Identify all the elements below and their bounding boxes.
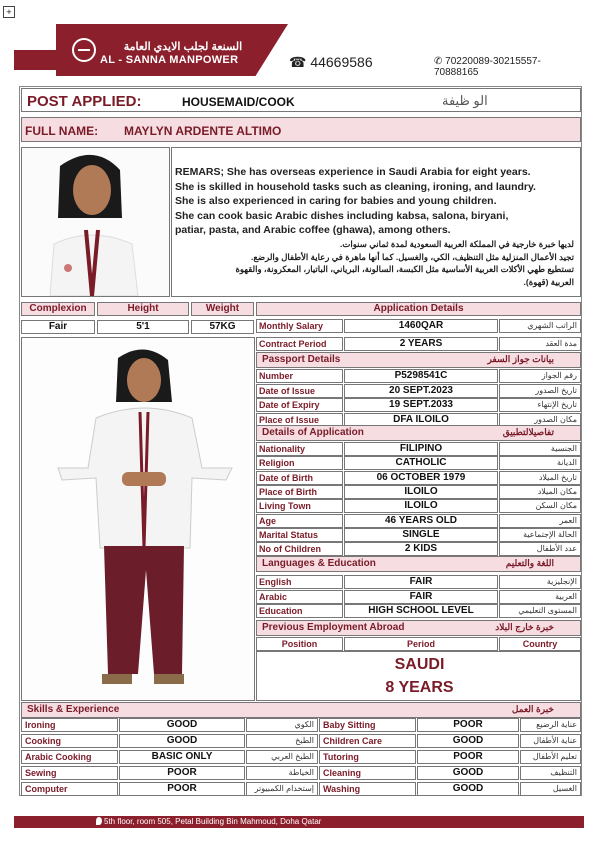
height-header: Height [97,302,189,316]
footer-address: 5th floor, room 505, Petal Building Bin Mahmoud, Doha Qatar [104,817,322,826]
field-label: Number [256,369,343,383]
field-label-arabic: العربية [499,590,581,604]
remarks-line-arabic: العربية (قهوة). [523,276,574,287]
employment-country: SAUDI [394,656,445,673]
skill-label: Computer [21,782,118,796]
field-value: ILOILO [344,485,498,499]
field-value: DFA ILOILO [344,413,498,427]
field-label-arabic: مكان الميلاد [499,485,581,499]
field-label: Age [256,514,343,528]
field-label-arabic: الجنسية [499,442,581,456]
field-label-arabic: مدة العقد [499,337,581,351]
company-name: AL - SANNA MANPOWER [100,54,239,66]
remarks-line: She can cook basic Arabic dishes including kabsa, salona, biryani, [175,209,509,222]
field-label: No of Children [256,542,343,556]
field-value: P5298541C [344,369,498,383]
field-label: Marital Status [256,528,343,542]
full-photo-frame [21,337,255,701]
application-details-header: Application Details [256,302,581,316]
skill-level: GOOD [417,766,519,780]
phone-number: ☎ 44669586 [289,54,373,70]
skill-level: GOOD [119,734,245,748]
field-label-arabic: رقم الجواز [499,369,581,383]
field-value: FAIR [344,575,498,589]
field-value: 46 YEARS OLD [344,514,498,528]
complexion-header: Complexion [21,302,95,316]
field-value: HIGH SCHOOL LEVEL [344,604,498,618]
field-label-arabic: تاريخ الصدور [499,384,581,398]
skill-level: GOOD [119,718,245,732]
skill-label: Children Care [319,734,416,748]
field-value: 2 KIDS [344,542,498,556]
full-name-row [21,117,581,142]
position-header: Position [256,637,343,651]
remarks-arabic [176,238,574,288]
passport-row [256,398,581,412]
field-value: 2 YEARS [344,337,498,351]
field-value: 06 OCTOBER 1979 [344,471,498,485]
field-label: Religion [256,456,343,470]
skill-level: BASIC ONLY [119,750,245,764]
field-label-arabic: تاريخ الإنتهاء [499,398,581,412]
skill-label-arabic: الغسيل [520,782,581,796]
language-row [256,604,581,618]
move-handle-icon[interactable]: + [3,6,15,18]
post-label: POST APPLIED: [27,93,142,110]
skill-label: Sewing [21,766,118,780]
language-row [256,575,581,589]
skill-label-arabic: الطبخ [246,734,318,748]
skill-label: Arabic Cooking [21,750,118,764]
skill-label: Ironing [21,718,118,732]
field-label-arabic: العمر [499,514,581,528]
field-value: FAIR [344,590,498,604]
field-value: 19 SEPT.2033 [344,398,498,412]
details-row [256,499,581,513]
details-row [256,514,581,528]
field-value: ILOILO [344,499,498,513]
field-label: Monthly Salary [256,319,343,333]
details-section-header: Details of Application تفاصيلالتطبيق [256,425,581,441]
skill-label: Baby Sitting [319,718,416,732]
field-label-arabic: المستوى التعليمي [499,604,581,618]
employment-header-row [256,637,581,651]
passport-row [256,384,581,398]
skill-row [21,734,581,748]
field-label-arabic: عدد الأطفال [499,542,581,556]
name-label: FULL NAME: [25,124,99,138]
field-label-arabic: مكان السكن [499,499,581,513]
skill-level: GOOD [417,782,519,796]
field-label-arabic: الراتب الشهري [499,319,581,333]
field-label: Date of Birth [256,471,343,485]
skills-section-header: Skills & Experience خبرة العمل [21,702,581,718]
remarks-line-arabic: تستطيع طهي الأكلات العربية الأساسية مثل الكبسة، السالونة، البرياني، الباتيار، المعكرونة، والقهوة [235,264,574,274]
field-value: 1460QAR [344,319,498,333]
passport-row [256,369,581,383]
skill-label-arabic: الطبخ العربي [246,750,318,764]
weight-value: 57KG [191,320,254,334]
skill-label-arabic: عناية الأطفال [520,734,581,748]
skill-level: POOR [417,718,519,732]
name-value: MAYLYN ARDENTE ALTIMO [124,124,282,138]
skill-level: POOR [119,782,245,796]
country-header: Country [499,637,581,651]
footer-bar [14,816,584,828]
field-label-arabic: الإنجليزية [499,575,581,589]
language-row [256,590,581,604]
skill-row [21,718,581,732]
field-label-arabic: مكان الصدور [499,413,581,427]
skill-row [21,782,581,796]
details-row [256,485,581,499]
skill-label: Cooking [21,734,118,748]
company-name-arabic: السنعة لجلب الايدي العامة [123,41,243,53]
basics-header-row [21,302,256,316]
post-value: HOUSEMAID/COOK [182,95,295,109]
period-header: Period [344,637,498,651]
application-row [256,337,581,351]
skill-level: POOR [417,750,519,764]
complexion-value: Fair [21,320,95,334]
skill-label: Tutoring [319,750,416,764]
remarks-line: She is skilled in household tasks such as cleaning, ironing, and laundry. [175,180,536,193]
field-label: Date of Expiry [256,398,343,412]
skill-label-arabic: إستخدام الكمبيوتر [246,782,318,796]
full-body-photo [22,338,254,700]
languages-section-header: Languages & Education اللغة والتعليم [256,556,581,572]
skill-label-arabic: التنظيف [520,766,581,780]
details-row [256,442,581,456]
skill-label: Washing [319,782,416,796]
remarks-box [171,147,581,297]
field-value: 20 SEPT.2023 [344,384,498,398]
field-label: Place of Issue [256,413,343,427]
phone-icon: ☎ [289,54,311,70]
skill-level: POOR [119,766,245,780]
details-row [256,456,581,470]
skill-level: GOOD [417,734,519,748]
headshot-frame [21,147,170,297]
mobile-numbers: ✆ 70220089-30215557-70888165 [434,56,541,78]
post-label-arabic: الو ظيفة [442,93,488,108]
mobile-icon: ✆ [434,56,446,67]
field-label: Contract Period [256,337,343,351]
skill-row [21,766,581,780]
remarks-line: patiar, pasta, and Arabic coffee (ghawa), among others. [175,224,451,236]
skill-label-arabic: عناية الرضيع [520,718,581,732]
skill-label: Cleaning [319,766,416,780]
details-row [256,528,581,542]
employment-period: 8 YEARS [385,679,454,696]
details-row [256,542,581,556]
remarks-line-arabic: تجيد الأعمال المنزلية مثل التنظيف، الكي، والغسيل. كما أنها ماهرة في رعاية الأطفال والرضع. [251,251,574,262]
application-row [256,319,581,333]
height-value: 5'1 [97,320,189,334]
field-label: Date of Issue [256,384,343,398]
field-label: Education [256,604,343,618]
skill-label-arabic: الكوي [246,718,318,732]
passport-section-header: Passport Details بيانات جواز السفر [256,352,581,368]
field-label-arabic: تاريخ الميلاد [499,471,581,485]
company-logo-icon [72,38,96,62]
remarks-line: She is also experienced in caring for babies and young children. [175,195,497,207]
remarks-line-arabic: لديها خبرة خارجية في المملكة العربية السعودية لمدة ثماني سنوات. [340,239,574,249]
skill-label-arabic: الخياطة [246,766,318,780]
post-applied-row [21,88,581,112]
weight-header: Weight [191,302,254,316]
field-label: Nationality [256,442,343,456]
field-value: SINGLE [344,528,498,542]
field-value: CATHOLIC [344,456,498,470]
field-value: FILIPINO [344,442,498,456]
basics-value-row [21,320,256,334]
field-label-arabic: الحالة الإجتماعية [499,528,581,542]
letterhead [14,24,584,76]
remarks-english [175,165,575,238]
employment-section-header: Previous Employment Abroad خبرة خارج البلاد [256,620,581,636]
skill-label-arabic: تعليم الأطفال [520,750,581,764]
field-label: Arabic [256,590,343,604]
field-label: Place of Birth [256,485,343,499]
remarks-line: REMARS; She has overseas experience in Saudi Arabia for eight years. [175,166,531,178]
field-label: English [256,575,343,589]
location-pin-icon [96,817,102,825]
field-label-arabic: الديانة [499,456,581,470]
field-label: Living Town [256,499,343,513]
skill-row [21,750,581,764]
employment-record [256,651,581,701]
headshot-photo [22,148,169,296]
details-row [256,471,581,485]
